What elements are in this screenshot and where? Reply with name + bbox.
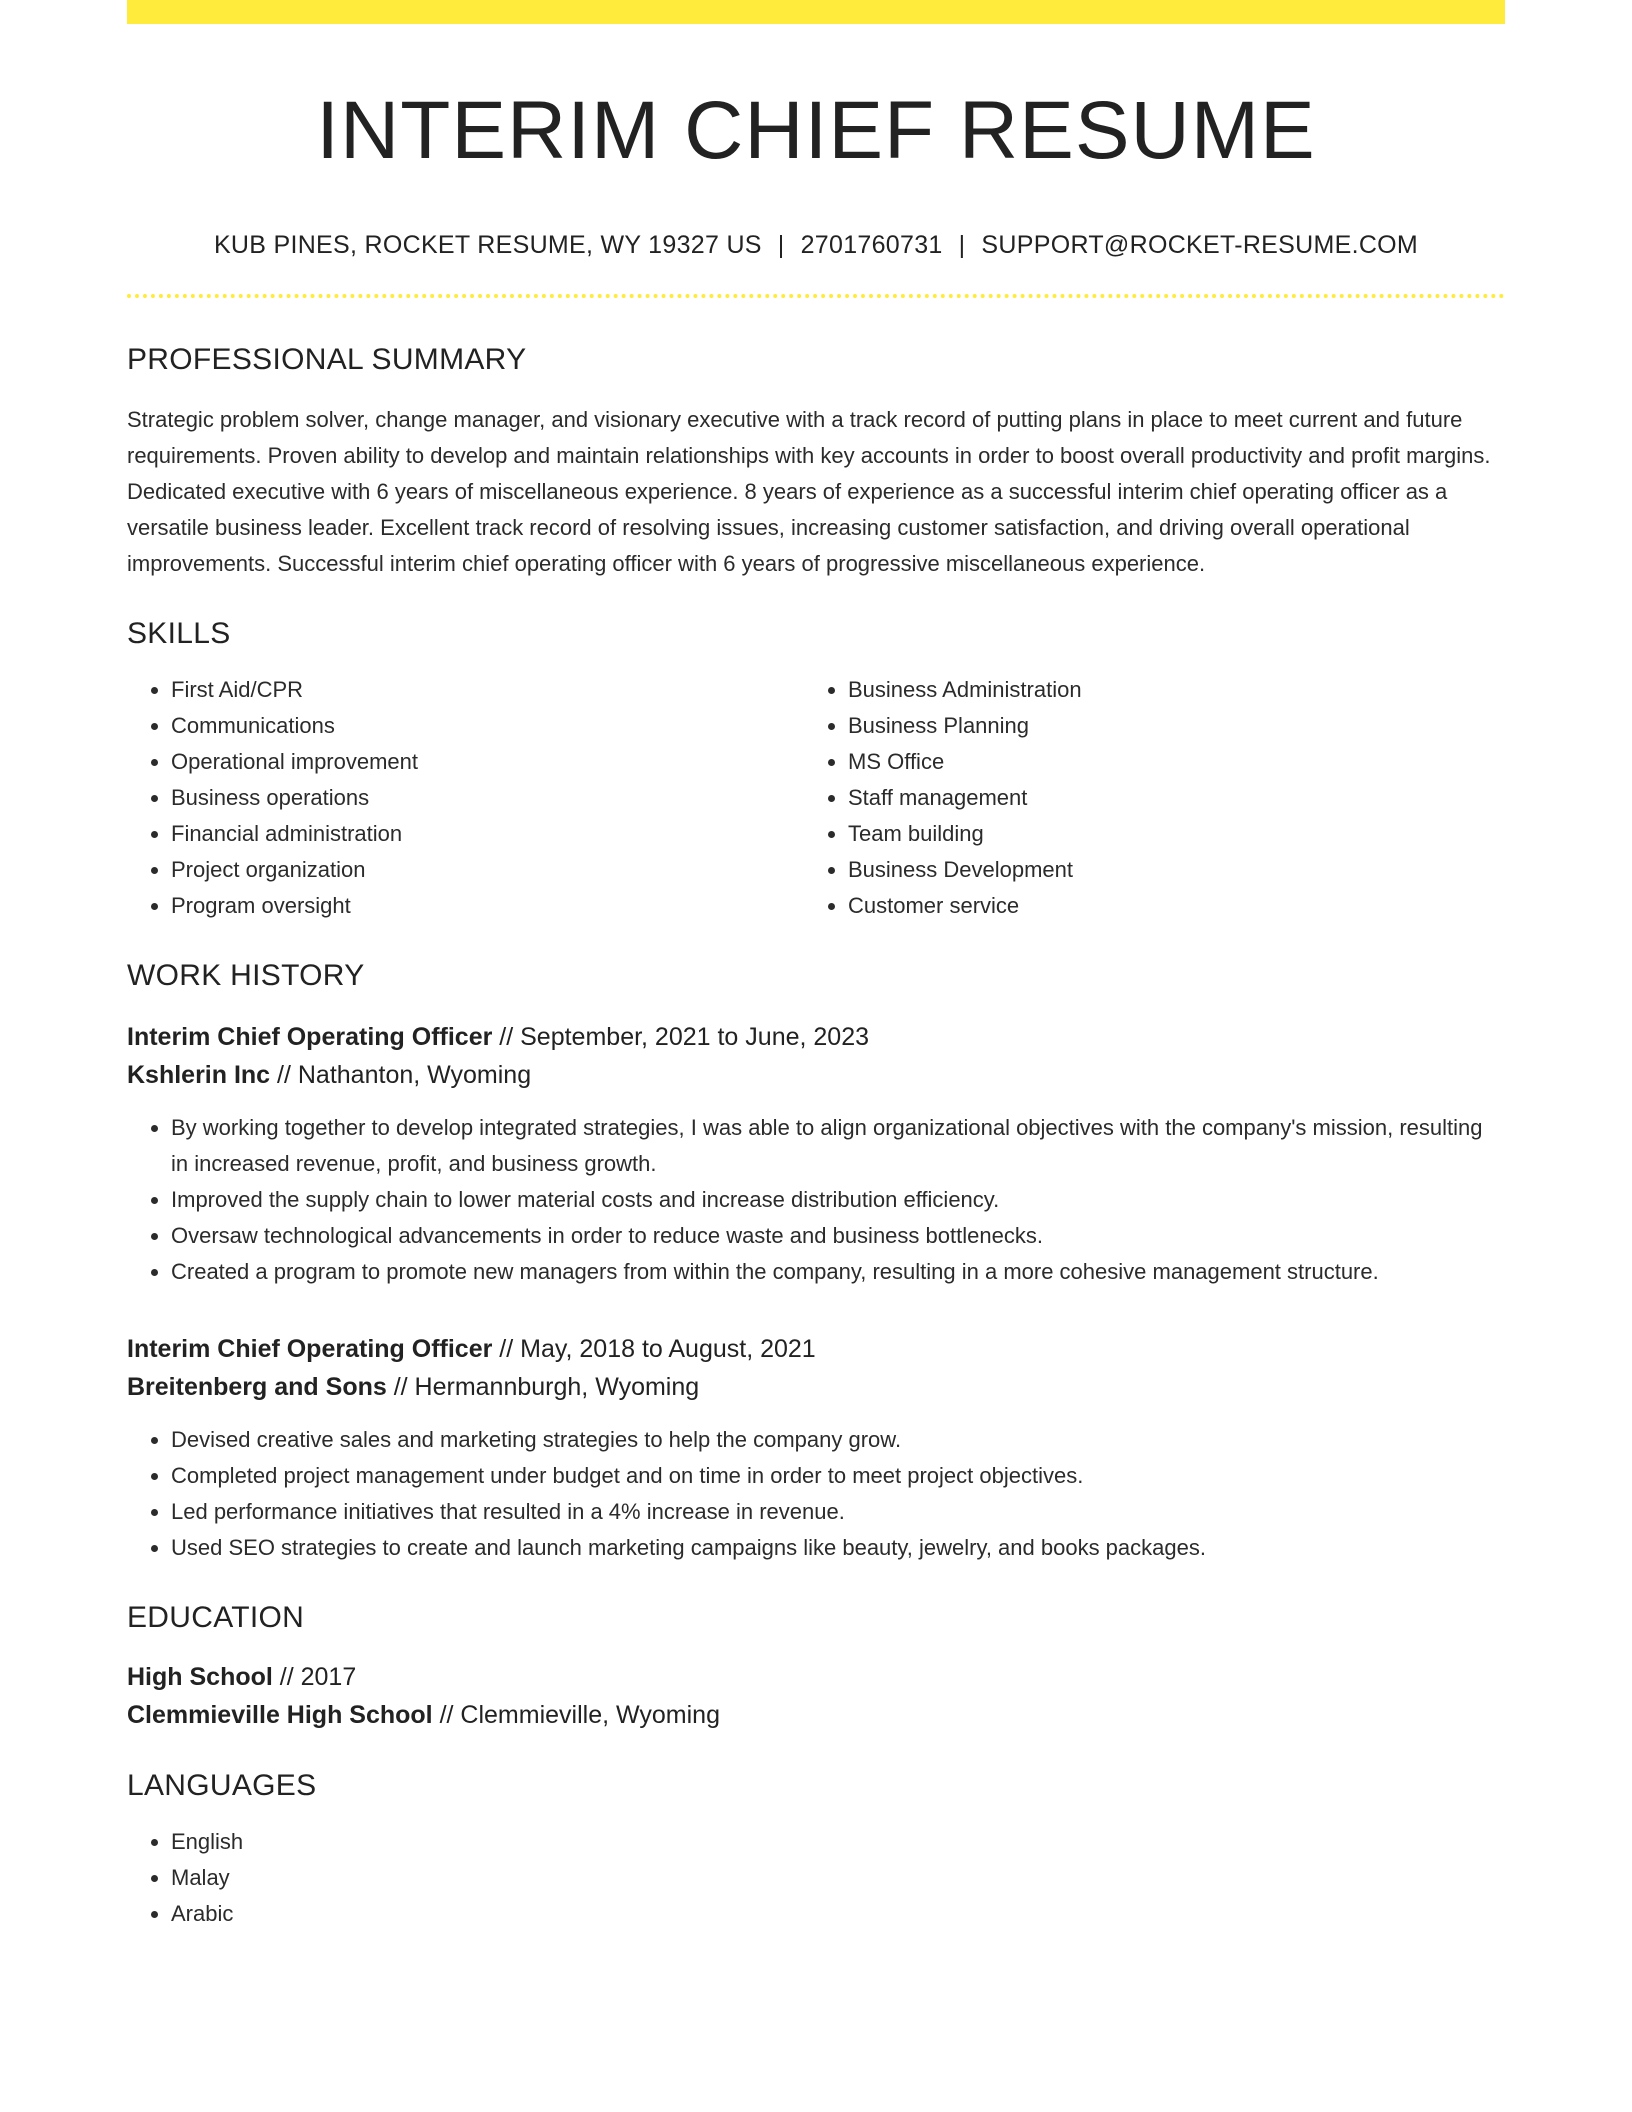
job-bullets — [127, 1422, 1505, 1566]
job-dates: // May, 2018 to August, 2021 — [492, 1335, 816, 1364]
resume-title: INTERIM CHIEF RESUME — [316, 85, 1316, 176]
contact-separator: | — [958, 231, 966, 260]
skill-item: • First Aid/CPR — [171, 672, 804, 708]
job-bullet: • Used SEO strategies to create and launch marketing campaigns like beauty, jewelry, and books packages. — [171, 1530, 1505, 1566]
skills-heading: SKILLS — [127, 617, 231, 651]
skill-item: • Operational improvement — [171, 744, 804, 780]
language-item: • English — [171, 1824, 1505, 1860]
summary-text: Strategic problem solver, change manager, and visionary executive with a track record of putting plans in place to meet current and future requirements. Proven ability to develop and maintain relationships with key accounts in order to boost overall productivity and profit margins. Dedicated executive with 6 years of miscellaneous experience. 8 years of experience as a successful interim chief operating officer as a versatile business leader. Excellent track record of resolving issues, increasing customer satisfaction, and driving overall operational improvements. Successful interim chief operating officer with 6 years of progressive miscellaneous experience. — [127, 407, 1491, 577]
job-role: Interim Chief Operating Officer — [127, 1335, 493, 1364]
job-bullet: • By working together to develop integrated strategies, I was able to align organizational objectives with the company's mission, resulting in increased revenue, profit, and business growth. — [171, 1110, 1505, 1182]
skill-item: • Program oversight — [171, 888, 804, 924]
education-year: // 2017 — [272, 1663, 357, 1692]
skill-item: • MS Office — [848, 744, 1481, 780]
job-location: // Nathanton, Wyoming — [270, 1061, 532, 1090]
skill-item: • Financial administration — [171, 816, 804, 852]
language-item: • Arabic — [171, 1896, 1505, 1932]
education-location: // Clemmieville, Wyoming — [432, 1701, 720, 1730]
work-history-heading: WORK HISTORY — [127, 959, 365, 993]
skill-item: • Business operations — [171, 780, 804, 816]
job-dates: // September, 2021 to June, 2023 — [492, 1023, 870, 1052]
resume-page — [127, 0, 1505, 1932]
job-company: Breitenberg and Sons — [127, 1373, 387, 1402]
skills-columns — [127, 672, 1505, 924]
job-title-line — [127, 1330, 1505, 1368]
skill-item: • Staff management — [848, 780, 1481, 816]
job-bullet: • Completed project management under budget and on time in order to meet project objectives. — [171, 1458, 1505, 1494]
skill-item: • Customer service — [848, 888, 1481, 924]
job-bullet: • Led performance initiatives that resulted in a 4% increase in revenue. — [171, 1494, 1505, 1530]
education-degree-line — [127, 1658, 1505, 1696]
skill-item: • Project organization — [171, 852, 804, 888]
job-company-line — [127, 1056, 1505, 1094]
skill-item: • Business Administration — [848, 672, 1481, 708]
job-company-line — [127, 1368, 1505, 1406]
languages-list — [127, 1824, 1505, 1932]
contact-line — [127, 230, 1505, 260]
dotted-divider — [127, 294, 1505, 298]
contact-address: KUB PINES, ROCKET RESUME, WY 19327 US — [213, 231, 762, 260]
skills-right-list — [804, 672, 1481, 924]
skill-item: • Business Planning — [848, 708, 1481, 744]
education-school: Clemmieville High School — [127, 1701, 433, 1730]
contact-separator: | — [777, 231, 785, 260]
contact-email: SUPPORT@ROCKET-RESUME.COM — [981, 231, 1419, 260]
job-location: // Hermannburgh, Wyoming — [386, 1373, 700, 1402]
job-role: Interim Chief Operating Officer — [127, 1023, 493, 1052]
job-bullet: • Oversaw technological advancements in order to reduce waste and business bottlenecks. — [171, 1218, 1505, 1254]
job-bullets — [127, 1110, 1505, 1290]
job-bullet: • Created a program to promote new managers from within the company, resulting in a more cohesive management structure. — [171, 1254, 1505, 1290]
job-title-line — [127, 1018, 1505, 1056]
top-accent-bar — [127, 0, 1505, 24]
summary-heading: PROFESSIONAL SUMMARY — [127, 343, 527, 377]
language-item: • Malay — [171, 1860, 1505, 1896]
education-heading: EDUCATION — [127, 1601, 305, 1635]
job-company: Kshlerin Inc — [127, 1061, 271, 1090]
languages-heading: LANGUAGES — [127, 1769, 317, 1803]
job-bullet: • Improved the supply chain to lower material costs and increase distribution efficiency. — [171, 1182, 1505, 1218]
skill-item: • Team building — [848, 816, 1481, 852]
education-school-line — [127, 1696, 1505, 1734]
job-bullet: • Devised creative sales and marketing strategies to help the company grow. — [171, 1422, 1505, 1458]
skills-left-list — [127, 672, 804, 924]
education-degree: High School — [127, 1663, 273, 1692]
contact-phone: 2701760731 — [800, 231, 943, 260]
skill-item: • Business Development — [848, 852, 1481, 888]
skill-item: • Communications — [171, 708, 804, 744]
